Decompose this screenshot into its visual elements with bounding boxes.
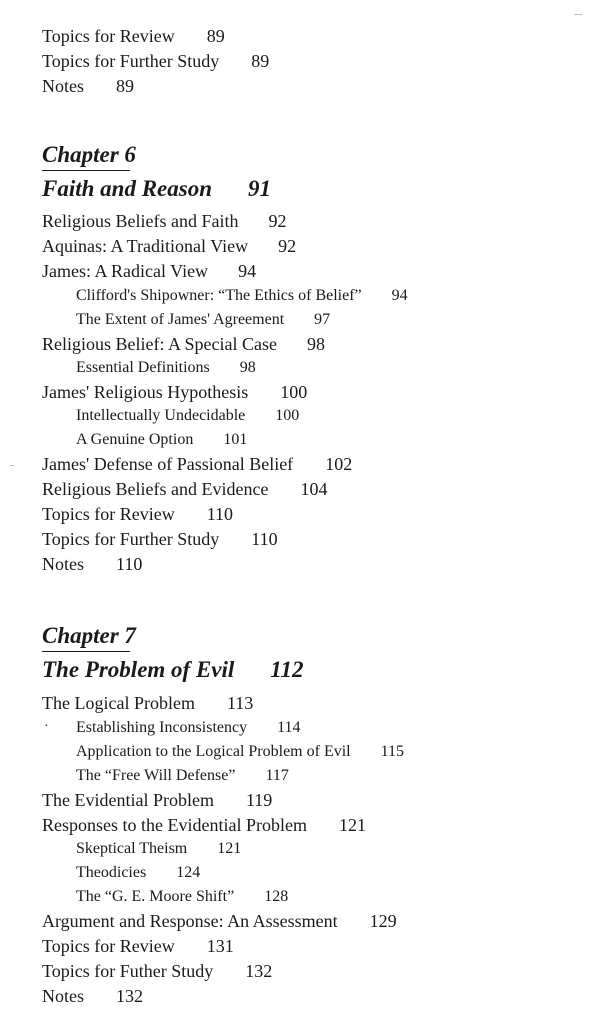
toc-subentry: Clifford's Shipowner: “The Ethics of Belief” 94 [76, 287, 408, 304]
toc-entry: Religious Beliefs and Faith 92 [42, 211, 287, 231]
toc-entry: Notes 132 [42, 986, 143, 1006]
toc-entry: Topics for Review 89 [42, 26, 225, 46]
toc-subentry: Establishing Inconsistency 114 [76, 719, 301, 736]
toc-entry: Topics for Further Study 89 [42, 51, 270, 71]
chapter-6-title: Faith and Reason 91 [42, 176, 271, 201]
toc-subentry: Skeptical Theism 121 [76, 840, 242, 857]
toc-entry: Topics for Review 131 [42, 936, 234, 956]
toc-subentry: A Genuine Option 101 [76, 431, 248, 448]
chapter-6-rule [42, 170, 130, 171]
toc-entry: The Evidential Problem 119 [42, 790, 273, 810]
toc-entry: Notes 110 [42, 554, 143, 574]
toc-subentry: Application to the Logical Problem of Evil 115 [76, 743, 405, 760]
chapter-7-rule [42, 651, 130, 652]
toc-entry: James' Defense of Passional Belief 102 [42, 454, 353, 474]
toc-entry: Religious Beliefs and Evidence 104 [42, 479, 328, 499]
toc-subentry: Essential Definitions 98 [76, 359, 256, 376]
toc-entry: The Logical Problem 113 [42, 693, 254, 713]
toc-entry: Religious Belief: A Special Case 98 [42, 334, 325, 354]
toc-entry: James' Religious Hypothesis 100 [42, 382, 308, 402]
toc-entry: Responses to the Evidential Problem 121 [42, 815, 366, 835]
toc-subentry: The Extent of James' Agreement 97 [76, 311, 331, 328]
scan-speck [574, 14, 582, 15]
toc-subentry: Theodicies 124 [76, 864, 201, 881]
chapter-7-title: The Problem of Evil 112 [42, 657, 304, 682]
toc-subentry: Intellectually Undecidable 100 [76, 407, 300, 424]
toc-subentry: The “G. E. Moore Shift” 128 [76, 888, 289, 905]
toc-entry: Argument and Response: An Assessment 129 [42, 911, 397, 931]
toc-entry: James: A Radical View 94 [42, 261, 257, 281]
chapter-6-label: Chapter 6 [42, 142, 136, 167]
chapter-7-label: Chapter 7 [42, 623, 136, 648]
stray-bullet: · [44, 719, 49, 734]
scan-speck [10, 465, 14, 466]
toc-entry: Topics for Futher Study 132 [42, 961, 273, 981]
toc-entry: Topics for Review 110 [42, 504, 234, 524]
toc-entry: Topics for Further Study 110 [42, 529, 278, 549]
toc-entry: Aquinas: A Traditional View 92 [42, 236, 297, 256]
toc-subentry: The “Free Will Defense” 117 [76, 767, 289, 784]
toc-entry: Notes 89 [42, 76, 134, 96]
